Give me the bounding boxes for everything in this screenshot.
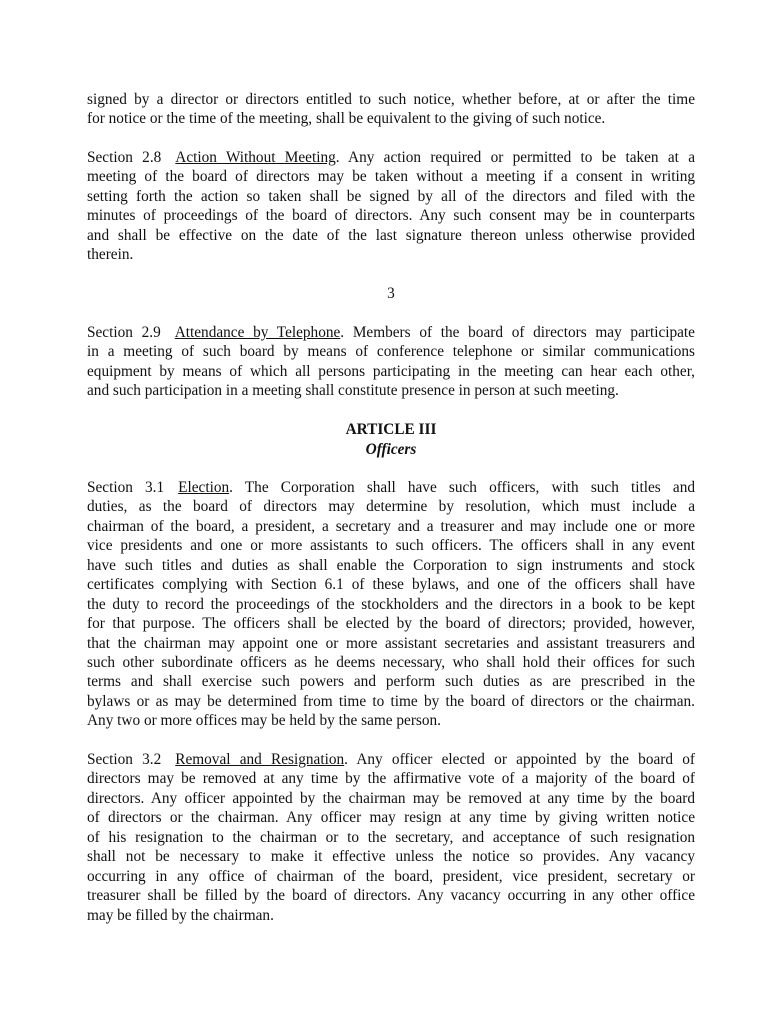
section-heading: Action Without Meeting (175, 149, 336, 166)
text-line: in a meeting of such board by means of conference telephone or similar communications (87, 343, 695, 361)
section-heading: Removal and Resignation (175, 751, 345, 768)
text-line: therein. (87, 246, 134, 264)
text-line: that the chairman may appoint one or more assistant secretaries and assistant treasurers and (87, 634, 695, 652)
section-2-9 (87, 323, 695, 401)
section-2-8 (87, 148, 695, 265)
text-line: bylaws or as may be determined from time to time by the board of directors or the chairman. (87, 692, 695, 710)
text-line: may be filled by the chairman. (87, 906, 274, 924)
text-line: have such titles and duties as shall enable the Corporation to sign instruments and stock (87, 556, 695, 574)
text-line: equipment by means of which all persons participating in the meeting can hear each other, (87, 362, 695, 380)
section-3-2 (87, 750, 695, 925)
text-line: meeting of the board of directors may be taken without a meeting if a consent in writing (87, 168, 695, 186)
text-line: for that purpose. The officers shall be elected by the board of directors; provided, however, (87, 615, 695, 633)
line-text: . Any action required or permitted to be taken at a (335, 149, 695, 166)
text-line: shall not be necessary to make it effective unless the notice so provides. Any vacancy (87, 848, 695, 866)
text-line: and such participation in a meeting shall constitute presence in person at such meeting. (87, 382, 619, 400)
line-text: . The Corporation shall have such officers, with such titles and (229, 479, 695, 496)
text-line: the duty to record the proceedings of the stockholders and the directors in a book to be kept (87, 595, 695, 613)
text-line (87, 323, 695, 342)
text-line: directors. Any officer appointed by the chairman may be removed at any time by the board (87, 789, 695, 807)
line-text: . Any officer elected or appointed by the board of (344, 751, 695, 768)
text-line: treasurer shall be filled by the board of directors. Any vacancy occurring in any other office (87, 887, 695, 905)
text-line: certificates complying with Section 6.1 of these bylaws, and one of the officers shall have (87, 576, 695, 594)
text-line: of directors or the chairman. Any officer may resign at any time by giving written notice (87, 809, 695, 827)
text-line: setting forth the action so taken shall be signed by all of the directors and filed with the (87, 187, 695, 205)
section-label: Section 2.9 (87, 324, 161, 341)
text-line: for notice or the time of the meeting, shall be equivalent to the giving of such notice. (87, 110, 606, 128)
section-label: Section 3.1 (87, 479, 165, 496)
text-line (87, 148, 695, 167)
article-subtitle: Officers (365, 440, 417, 458)
page-number: 3 (387, 285, 395, 302)
text-line: duties, as the board of directors may determine by resolution, which must include a (87, 498, 695, 516)
text-line (87, 750, 695, 769)
section-3-1 (87, 478, 695, 731)
text-line: vice presidents and one or more assistants to such officers. The officers shall in any event (87, 537, 695, 555)
text-line: such other subordinate officers as he deems necessary, who shall hold their offices for such (87, 653, 695, 671)
text-line: terms and shall exercise such powers and perform such duties as are prescribed in the (87, 673, 695, 691)
text-line: minutes of proceedings of the board of directors. Any such consent may be in counterparts (87, 207, 695, 225)
article-title: ARTICLE III (345, 421, 437, 438)
text-line: signed by a director or directors entitled to such notice, whether before, at or after the time (87, 91, 695, 108)
section-heading: Election (178, 479, 230, 496)
text-line: occurring in any office of chairman of the board, president, vice president, secretary or (87, 867, 695, 885)
text-line: chairman of the board, a president, a secretary and a treasurer and may include one or more (87, 517, 695, 535)
section-label: Section 2.8 (87, 149, 162, 166)
section-label: Section 3.2 (87, 751, 162, 768)
section-heading: Attendance by Telephone (174, 324, 341, 341)
intro-paragraph (87, 90, 695, 129)
line-text: . Members of the board of directors may participate (340, 324, 695, 341)
text-line: of his resignation to the chairman or to the secretary, and acceptance of such resignation (87, 828, 695, 846)
text-line (87, 478, 695, 497)
text-line: and shall be effective on the date of the last signature thereon unless otherwise provided (87, 226, 695, 244)
text-line: Any two or more offices may be held by the same person. (87, 712, 442, 730)
text-line: directors may be removed at any time by the affirmative vote of a majority of the board of (87, 770, 695, 788)
